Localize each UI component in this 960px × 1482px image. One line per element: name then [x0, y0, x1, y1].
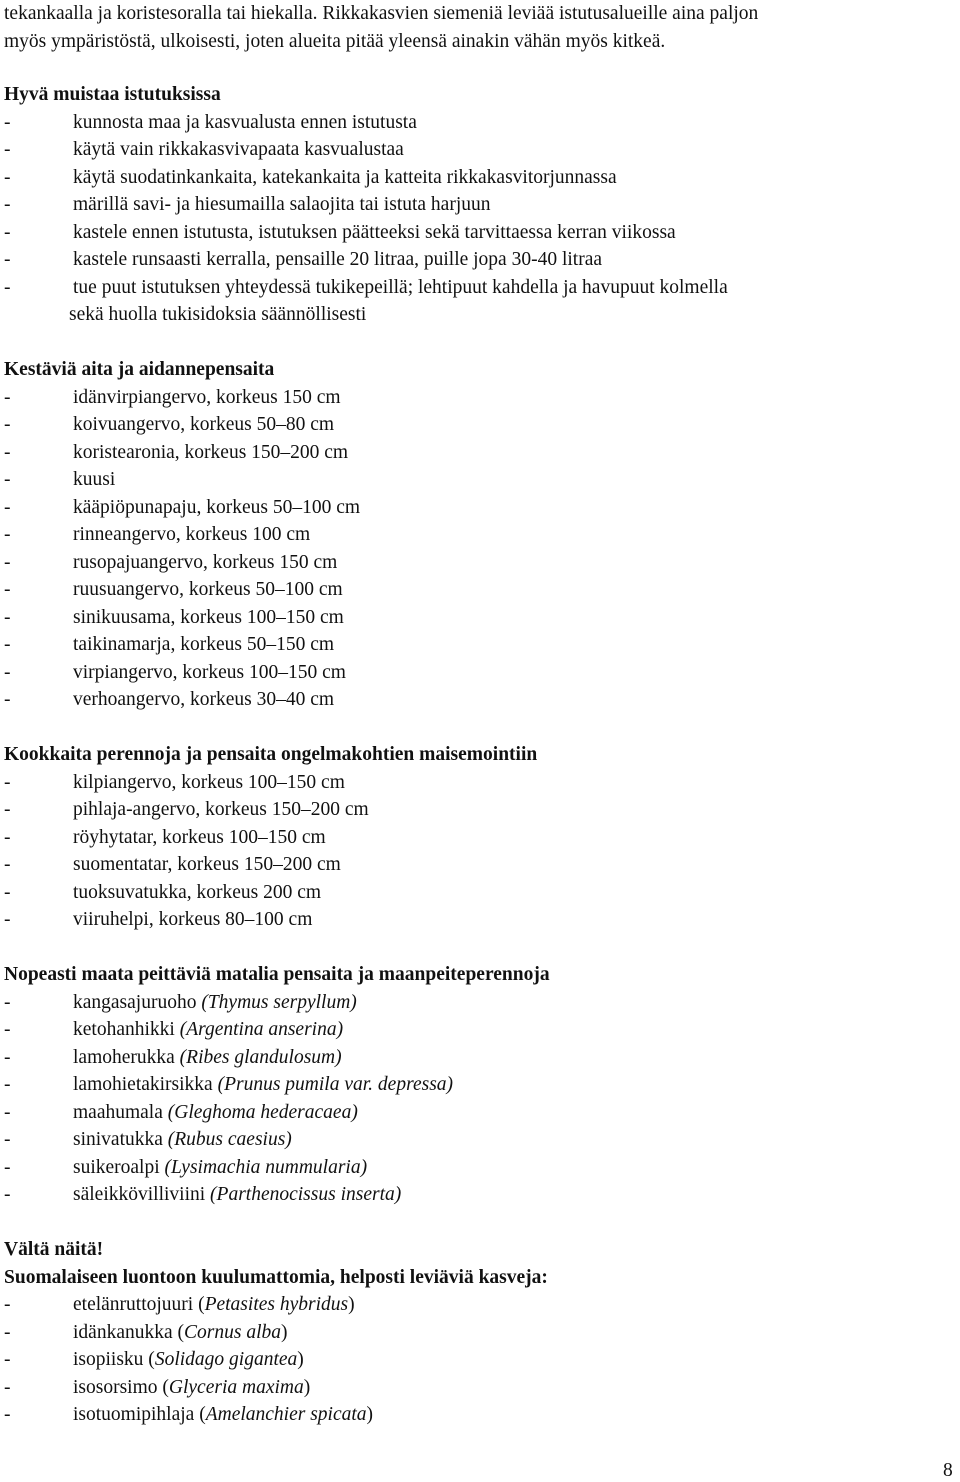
list-item-text: koristearonia, korkeus 150–200 cm [73, 441, 349, 463]
list-item-text: tue puut istutuksen yhteydessä tukikepeillä; lehtipuut kahdella ja havupuut kolmella [73, 276, 728, 298]
list-dash: - [4, 166, 11, 188]
plant-name: isopiisku ( [73, 1349, 155, 1370]
list-dash: - [4, 1129, 11, 1150]
list-dash: - [4, 469, 11, 490]
list-item-text: kilpiangervo, korkeus 100–150 cm [73, 771, 345, 793]
list-dash: - [4, 1156, 11, 1178]
planting-tips-section [4, 81, 944, 329]
list-dash: - [4, 579, 11, 600]
list-item-text [73, 1374, 310, 1402]
latin-name: Petasites hybridus [204, 1294, 349, 1315]
intro-line: myös ympäristöstä, ulkoisesti, joten alueita pitää yleensä ainakin vähän myös kitkeä. [4, 30, 666, 52]
plant-name: isotuomipihlaja ( [73, 1404, 206, 1425]
plant-name: säleikkövilliviini [73, 1184, 211, 1205]
closing-paren: ) [297, 1349, 304, 1370]
page-number: 8 [943, 1460, 953, 1481]
list-item [4, 576, 944, 604]
list-item [4, 411, 944, 439]
list-item-text: tuoksuvatukka, korkeus 200 cm [73, 881, 322, 903]
list-item [4, 466, 944, 494]
list-item [4, 1154, 944, 1182]
list-item [4, 1099, 944, 1127]
plant-name: isosorsimo ( [73, 1376, 169, 1398]
list-item [4, 1126, 944, 1154]
list-item-text: kunnosta maa ja kasvualusta ennen istutusta [73, 111, 417, 133]
list-item [4, 274, 944, 302]
plant-name: suikeroalpi [73, 1156, 165, 1178]
list-item [4, 439, 944, 467]
avoid-subheading: Suomalaiseen luontoon kuulumattomia, helposti leviäviä kasveja: [4, 1266, 548, 1288]
list-item-text: viiruhelpi, korkeus 80–100 cm [73, 909, 313, 930]
list-item [4, 1319, 944, 1347]
intro-line: tekankaalla ja koristesoralla tai hiekalla. Rikkakasvien siemeniä leviää istutusalueille aina paljon [4, 3, 759, 24]
list-item [4, 191, 944, 219]
latin-name: (Gleghoma hederacaea) [167, 1101, 358, 1123]
list-item-text: pihlaja-angervo, korkeus 150–200 cm [73, 799, 369, 820]
intro-paragraph [4, 0, 944, 55]
list-item [4, 109, 944, 137]
list-dash: - [4, 276, 11, 298]
list-item-text: rinneangervo, korkeus 100 cm [73, 524, 311, 545]
list-dash: - [4, 1074, 11, 1095]
closing-paren: ) [366, 1404, 374, 1425]
list-item-text: taikinamarja, korkeus 50–150 cm [73, 634, 335, 655]
list-item-text: märillä savi- ja hiesumailla salaojita tai istuta harjuun [73, 194, 491, 215]
list-dash: - [4, 1019, 11, 1040]
list-item [4, 246, 944, 274]
list-dash: - [4, 1046, 11, 1068]
list-item-text [73, 1044, 342, 1072]
latin-name: (Lysimachia nummularia) [164, 1156, 368, 1178]
plant-name: ketohanhikki [73, 1019, 180, 1040]
list-item-text [73, 1401, 373, 1429]
plant-name: kangasajuruoho [73, 991, 202, 1013]
list-item-text: sinikuusama, korkeus 100–150 cm [73, 606, 344, 628]
list-dash: - [4, 111, 11, 133]
list-item-text: koivuangervo, korkeus 50–80 cm [73, 414, 335, 435]
list-item-text: käytä suodatinkankaita, katekankaita ja katteita rikkakasvitorjunnassa [73, 166, 617, 188]
list-item [4, 521, 944, 549]
latin-name: (Prunus pumila var. depressa) [217, 1074, 454, 1095]
list-item [4, 1291, 944, 1319]
list-item-text: verhoangervo, korkeus 30–40 cm [73, 689, 335, 710]
list-item [4, 989, 944, 1017]
list-item [4, 1181, 944, 1209]
avoid-section [4, 1236, 944, 1429]
list-dash: - [4, 606, 11, 628]
latin-name: (Ribes glandulosum) [179, 1046, 342, 1068]
list-dash: - [4, 139, 11, 160]
list-dash: - [4, 991, 11, 1013]
problem-spots-heading: Kookkaita perennoja ja pensaita ongelmakohtien maisemointiin [4, 744, 538, 765]
list-dash: - [4, 386, 11, 408]
list-dash: - [4, 194, 11, 215]
list-item-text [73, 1126, 292, 1154]
list-item-text: kastele runsaasti kerralla, pensaille 20 litraa, puille jopa 30-40 litraa [73, 249, 603, 270]
list-item [4, 631, 944, 659]
list-dash: - [4, 551, 11, 573]
list-dash: - [4, 826, 11, 848]
list-item [4, 824, 944, 852]
closing-paren: ) [303, 1376, 311, 1398]
problem-spots-section [4, 741, 944, 934]
closing-paren: ) [281, 1321, 288, 1343]
list-item-text [73, 1099, 358, 1127]
list-item [4, 686, 944, 714]
list-dash: - [4, 799, 11, 820]
list-item [4, 796, 944, 824]
list-item-text: virpiangervo, korkeus 100–150 cm [73, 661, 346, 683]
list-dash: - [4, 414, 11, 435]
list-dash: - [4, 1101, 11, 1123]
list-item-text: käytä vain rikkakasvivapaata kasvualustaa [73, 139, 404, 160]
list-item [4, 494, 944, 522]
list-dash: - [4, 909, 11, 930]
list-dash: - [4, 1349, 11, 1370]
list-item [4, 549, 944, 577]
list-dash: - [4, 1321, 11, 1343]
list-dash: - [4, 1404, 11, 1425]
hedges-section [4, 356, 944, 714]
plant-name: etelänruttojuuri ( [73, 1294, 205, 1315]
latin-name: (Parthenocissus inserta) [210, 1184, 402, 1205]
list-dash: - [4, 634, 11, 655]
latin-name: Glyceria maxima [168, 1376, 304, 1398]
list-item [4, 164, 944, 192]
latin-name: (Rubus caesius) [167, 1129, 292, 1150]
list-item [4, 219, 944, 247]
list-item [4, 1044, 944, 1072]
list-item-text [73, 1154, 367, 1182]
list-item-text: kuusi [73, 469, 116, 490]
list-dash: - [4, 881, 11, 903]
list-item [4, 769, 944, 797]
list-item [4, 604, 944, 632]
list-item [4, 906, 944, 934]
list-dash: - [4, 1376, 11, 1398]
list-item [4, 384, 944, 412]
list-item-text: kääpiöpunapaju, korkeus 50–100 cm [73, 496, 361, 518]
list-item [4, 851, 944, 879]
list-item-text [73, 1291, 355, 1319]
list-dash: - [4, 249, 11, 270]
list-item-continuation: sekä huolla tukisidoksia säännöllisesti [69, 304, 367, 325]
list-item-text: ruusuangervo, korkeus 50–100 cm [73, 579, 343, 600]
planting-tips-heading: Hyvä muistaa istutuksissa [4, 84, 221, 105]
list-item-text [73, 989, 357, 1017]
plant-name: lamoherukka [73, 1046, 180, 1068]
plant-name: lamohietakirsikka [73, 1074, 218, 1095]
closing-paren: ) [348, 1294, 355, 1315]
list-dash: - [4, 661, 11, 683]
latin-name: (Thymus serpyllum) [201, 991, 357, 1013]
plant-name: maahumala [73, 1101, 168, 1123]
list-dash: - [4, 221, 11, 243]
list-dash: - [4, 496, 11, 518]
ground-cover-heading: Nopeasti maata peittäviä matalia pensaita ja maanpeiteperennoja [4, 964, 550, 985]
list-dash: - [4, 441, 11, 463]
avoid-heading: Vältä näitä! [4, 1239, 104, 1260]
list-item [4, 659, 944, 687]
list-dash: - [4, 1294, 11, 1315]
plant-name: sinivatukka [73, 1129, 168, 1150]
list-dash: - [4, 771, 11, 793]
latin-name: Cornus alba [184, 1321, 281, 1343]
latin-name: (Argentina anserina) [179, 1019, 344, 1040]
list-item [4, 1016, 944, 1044]
list-item [4, 1346, 944, 1374]
list-dash: - [4, 1184, 11, 1205]
list-item [4, 1071, 944, 1099]
list-item-text: röyhytatar, korkeus 100–150 cm [73, 826, 326, 848]
ground-cover-section [4, 961, 944, 1209]
list-item [4, 1374, 944, 1402]
list-dash: - [4, 524, 11, 545]
plant-name: idänkanukka ( [73, 1321, 185, 1343]
list-item [4, 879, 944, 907]
list-item-text [73, 1319, 288, 1347]
list-item-text: idänvirpiangervo, korkeus 150 cm [73, 386, 341, 408]
list-item-text: suomentatar, korkeus 150–200 cm [73, 854, 341, 875]
list-item-text [73, 1181, 401, 1209]
list-item-text: rusopajuangervo, korkeus 150 cm [73, 551, 338, 573]
list-item [4, 1401, 944, 1429]
list-dash: - [4, 854, 11, 875]
list-item-text [73, 1346, 304, 1374]
latin-name: Solidago gigantea [154, 1349, 298, 1370]
list-item-text: kastele ennen istutusta, istutuksen päätteeksi sekä tarvittaessa kerran viikossa [73, 221, 676, 243]
list-item-text [73, 1071, 453, 1099]
latin-name: Amelanchier spicata [205, 1404, 367, 1425]
hedges-heading: Kestäviä aita ja aidannepensaita [4, 359, 275, 380]
list-item-text [73, 1016, 343, 1044]
list-dash: - [4, 689, 11, 710]
list-item [4, 136, 944, 164]
